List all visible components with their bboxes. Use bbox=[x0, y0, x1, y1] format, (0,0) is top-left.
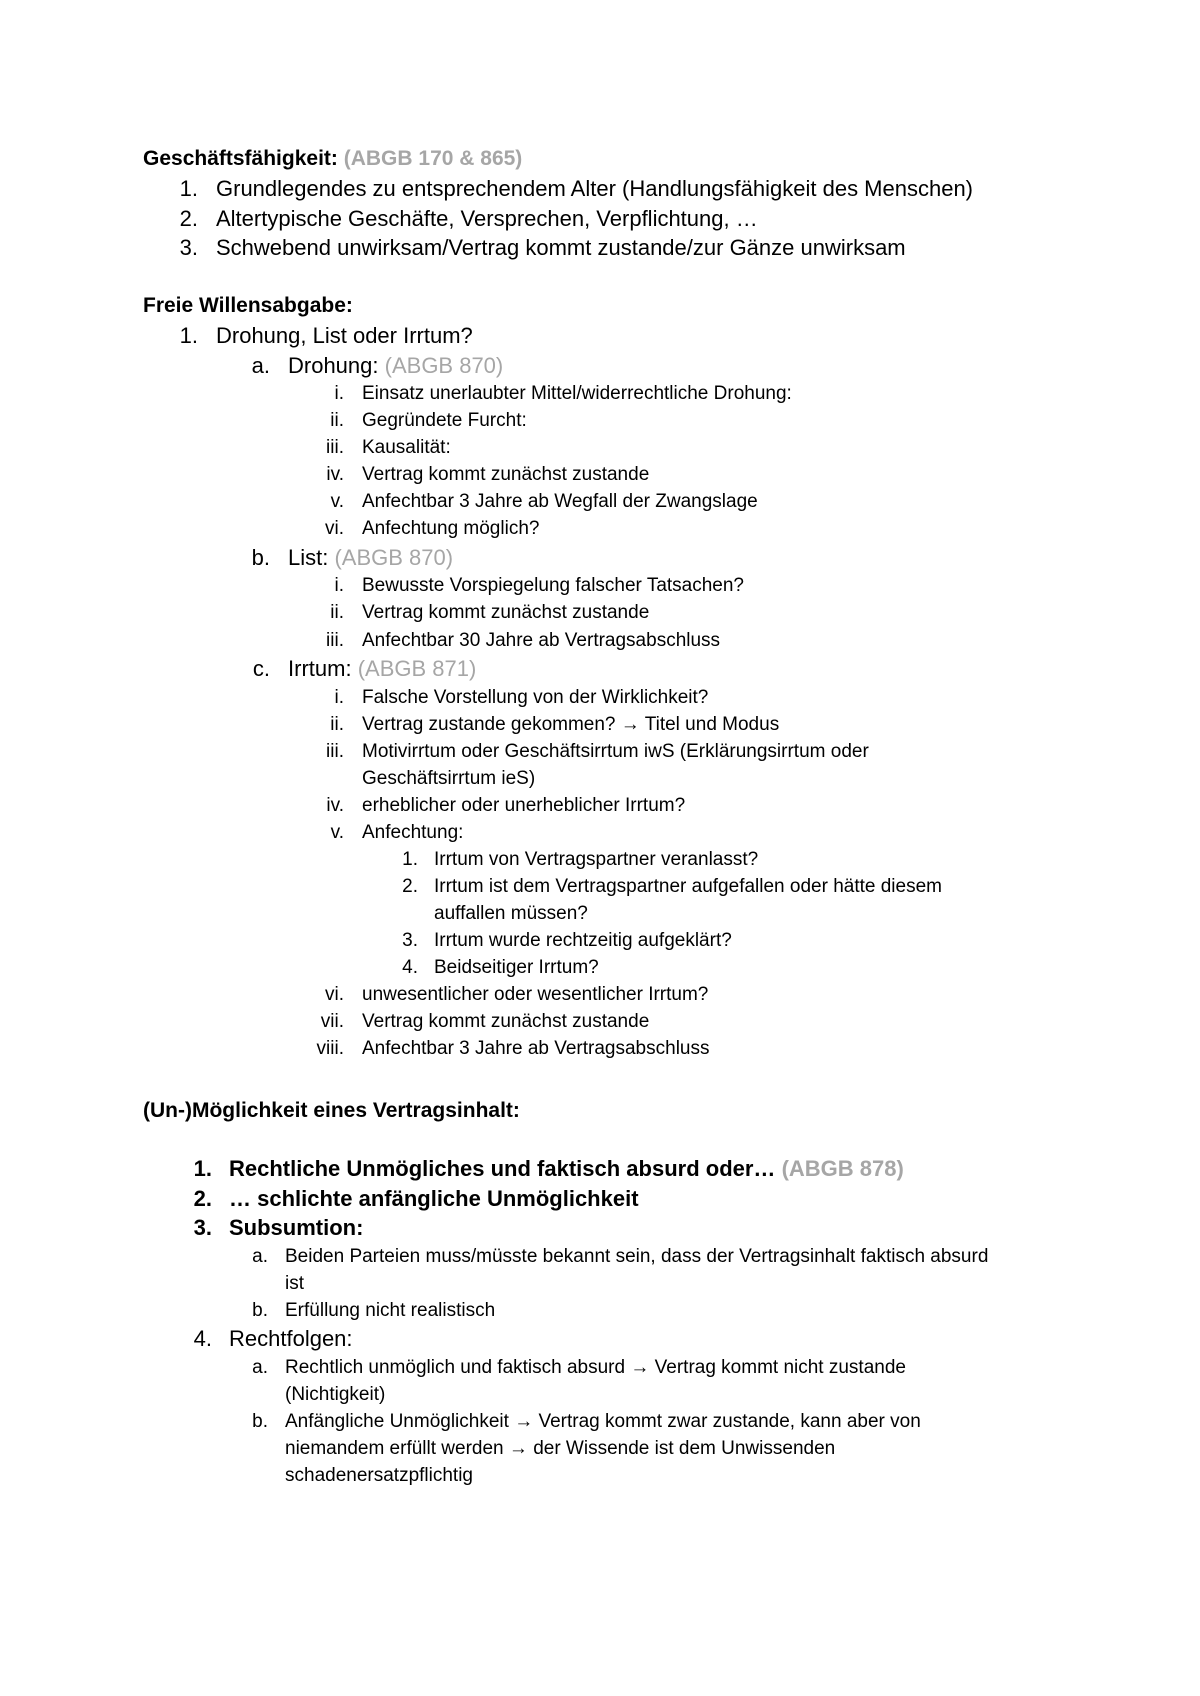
list-marker: 1. bbox=[193, 1156, 212, 1181]
list-text: Beiden Parteien muss/müsste bekannt sein, dass der Vertragsinhalt faktisch absurd bbox=[285, 1246, 989, 1267]
list-text: Rechtliche Unmögliches und faktisch absurd oder… bbox=[229, 1156, 776, 1181]
heading-text: Freie Willensabgabe: bbox=[143, 294, 353, 317]
list-marker: iv. bbox=[326, 795, 344, 816]
list-marker: iii. bbox=[326, 437, 344, 458]
list-marker: viii. bbox=[316, 1038, 344, 1059]
list-marker: ii. bbox=[330, 714, 344, 735]
list-text: Drohung: bbox=[288, 353, 379, 378]
list-text: … schlichte anfängliche Unmöglichkeit bbox=[229, 1186, 639, 1211]
list-text: erheblicher oder unerheblicher Irrtum? bbox=[362, 795, 686, 816]
list-text-wrap: (Nichtigkeit) bbox=[285, 1384, 386, 1405]
list-marker: 2. bbox=[179, 206, 198, 231]
list-marker: i. bbox=[334, 575, 344, 596]
list-text: Anfechtbar 3 Jahre ab Wegfall der Zwangslage bbox=[362, 491, 758, 512]
list-text: Drohung, List oder Irrtum? bbox=[216, 323, 473, 348]
list-text-continued: Titel und Modus bbox=[644, 714, 780, 735]
list-text: Anfechtung möglich? bbox=[362, 518, 540, 539]
list-marker: v. bbox=[330, 491, 344, 512]
list-text: Vertrag zustande gekommen? bbox=[362, 714, 616, 735]
list-text: Einsatz unerlaubter Mittel/widerrechtliche Drohung: bbox=[362, 383, 792, 404]
list-text: Motivirrtum oder Geschäftsirrtum iwS (Erklärungsirrtum oder bbox=[362, 741, 869, 762]
list-marker: vi. bbox=[325, 518, 344, 539]
list-text: Anfechtbar 30 Jahre ab Vertragsabschluss bbox=[362, 630, 721, 651]
heading-geschaeftsfaehigkeit bbox=[143, 147, 522, 171]
list-text: Irrtum wurde rechtzeitig aufgeklärt? bbox=[434, 930, 732, 951]
list-marker: 1. bbox=[179, 323, 198, 348]
list-marker: 2. bbox=[402, 876, 418, 897]
list-text: Anfechtung: bbox=[362, 822, 464, 843]
list-text: Schwebend unwirksam/Vertrag kommt zustande/zur Gänze unwirksam bbox=[216, 235, 906, 260]
heading-freie-willensabgabe bbox=[143, 294, 353, 318]
list-text: Irrtum von Vertragspartner veranlasst? bbox=[434, 849, 759, 870]
list-text-wrap: Geschäftsirrtum ieS) bbox=[362, 768, 536, 789]
list-marker: iii. bbox=[326, 630, 344, 651]
heading-unmoeglichkeit bbox=[143, 1099, 520, 1123]
law-reference: (ABGB 878) bbox=[781, 1156, 904, 1181]
list-marker: ii. bbox=[330, 410, 344, 431]
heading-text: Geschäftsfähigkeit: bbox=[143, 147, 338, 170]
list-text: Altertypische Geschäfte, Versprechen, Verpflichtung, … bbox=[216, 206, 758, 231]
list-text: unwesentlicher oder wesentlicher Irrtum? bbox=[362, 984, 709, 1005]
list-marker: 1. bbox=[402, 849, 418, 870]
list-marker: i. bbox=[334, 383, 344, 404]
arrow-right-icon: → bbox=[508, 1438, 528, 1459]
list-text: Vertrag kommt zunächst zustande bbox=[362, 1011, 650, 1032]
list-text: Vertrag kommt zunächst zustande bbox=[362, 602, 650, 623]
list-text-wrap: ist bbox=[285, 1273, 304, 1294]
list-text: Bewusste Vorspiegelung falscher Tatsachen? bbox=[362, 575, 745, 596]
list-marker: b. bbox=[251, 545, 270, 570]
list-marker: 1. bbox=[179, 176, 198, 201]
list-text: Erfüllung nicht realistisch bbox=[285, 1300, 496, 1321]
list-text: Beidseitiger Irrtum? bbox=[434, 957, 599, 978]
list-marker: 2. bbox=[193, 1186, 212, 1211]
list-text: Rechtlich unmöglich und faktisch absurd bbox=[285, 1357, 626, 1378]
list-marker: 3. bbox=[193, 1215, 212, 1240]
list-text: List: bbox=[288, 545, 329, 570]
list-text: Vertrag kommt zunächst zustande bbox=[362, 464, 650, 485]
list-text-wrap: auffallen müssen? bbox=[434, 903, 588, 924]
list-marker: b. bbox=[252, 1411, 268, 1432]
arrow-right-icon: → bbox=[630, 1357, 650, 1378]
list-marker: 3. bbox=[402, 930, 418, 951]
list-text-wrap: schadenersatzpflichtig bbox=[285, 1465, 473, 1486]
list-marker: c. bbox=[252, 656, 270, 681]
list-marker: a. bbox=[251, 353, 270, 378]
list-marker: 4. bbox=[193, 1326, 212, 1351]
list-text: niemandem erfüllt werden bbox=[285, 1438, 504, 1459]
list-text: Gegründete Furcht: bbox=[362, 410, 527, 431]
list-marker: a. bbox=[252, 1357, 268, 1378]
list-text: Anfechtbar 3 Jahre ab Vertragsabschluss bbox=[362, 1038, 710, 1059]
list-marker: iii. bbox=[326, 741, 344, 762]
list-marker: iv. bbox=[326, 464, 344, 485]
list-text: Kausalität: bbox=[362, 437, 451, 458]
list-marker: a. bbox=[252, 1246, 268, 1267]
arrow-right-icon: → bbox=[620, 714, 640, 735]
arrow-right-icon: → bbox=[514, 1411, 534, 1432]
list-marker: 3. bbox=[179, 235, 198, 260]
list-text-continued: Vertrag kommt nicht zustande bbox=[654, 1357, 906, 1378]
list-marker: vi. bbox=[325, 984, 344, 1005]
law-reference: (ABGB 170 & 865) bbox=[343, 147, 523, 170]
heading-text: (Un-)Möglichkeit eines Vertragsinhalt: bbox=[143, 1099, 520, 1122]
list-marker: v. bbox=[330, 822, 344, 843]
list-text-continued: der Wissende ist dem Unwissenden bbox=[533, 1438, 836, 1459]
list-marker: vii. bbox=[320, 1011, 344, 1032]
list-marker: 4. bbox=[402, 957, 418, 978]
list-text-continued: Vertrag kommt zwar zustande, kann aber von bbox=[538, 1411, 921, 1432]
list-text: Anfängliche Unmöglichkeit bbox=[285, 1411, 509, 1432]
list-marker: b. bbox=[252, 1300, 268, 1321]
list-text: Subsumtion: bbox=[229, 1215, 364, 1240]
list-text: Grundlegendes zu entsprechendem Alter (Handlungsfähigkeit des Menschen) bbox=[216, 176, 974, 201]
list-marker: i. bbox=[334, 687, 344, 708]
list-marker: ii. bbox=[330, 602, 344, 623]
list-text: Irrtum ist dem Vertragspartner aufgefallen oder hätte diesem bbox=[434, 876, 942, 897]
law-reference: (ABGB 870) bbox=[384, 353, 504, 378]
list-text: Irrtum: bbox=[288, 656, 352, 681]
list-text: Rechtfolgen: bbox=[229, 1326, 353, 1351]
law-reference: (ABGB 871) bbox=[357, 656, 477, 681]
list-text: Falsche Vorstellung von der Wirklichkeit? bbox=[362, 687, 709, 708]
law-reference: (ABGB 870) bbox=[334, 545, 454, 570]
list-text-wrap bbox=[285, 1438, 835, 1460]
